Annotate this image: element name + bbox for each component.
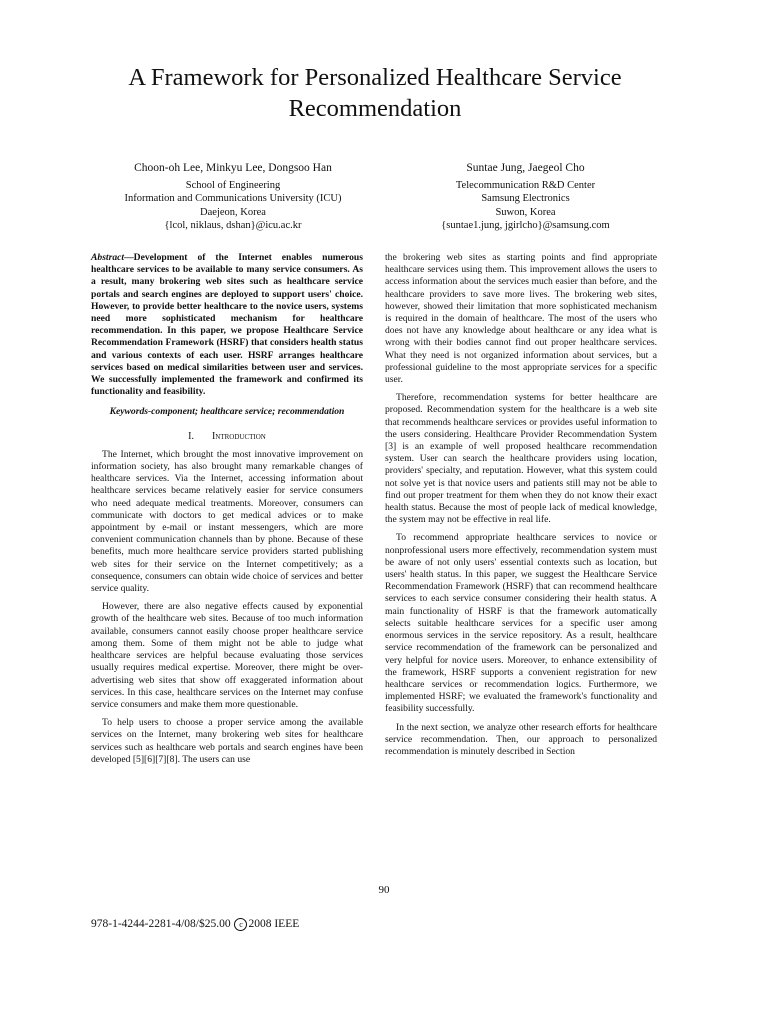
- body-paragraph: Therefore, recommendation systems for better healthcare are proposed. Recommendation system for the healthcare is a web site that recommends healthcare services or provides useful information to the users considering. Healthcare Provider Recommendation System [3] is an example of well proposed healthcare recommendation system. User can search the healthcare providers using location, providers' specialty, and reputation. However, what this system could not solve yet is that novice users and patients still may not be able to find out proper treatment for them when they do not know their exact health status. Because the most of people lack of medical knowledge, the system may not be effective in real life.: [385, 392, 657, 526]
- affiliation-line: Information and Communications University (ICU): [124, 193, 342, 204]
- affiliation-line: Suwon, Korea: [495, 206, 556, 218]
- affiliation-line: Daejeon, Korea: [200, 206, 266, 218]
- body-paragraph: The Internet, which brought the most innovative improvement on information society, has also brought many remarkable changes of healthcare services. Via the Internet, accessing information about healthcare services became relatively easier for service consumers who need adequate medical treatments. Moreover, consumers can communicate with doctors to get medical advices or to make appointment by e-mail or instant messengers, which are more convenient communication channels than by phone. Because of these benefits, much more healthcare service providers started publishing web sites for their service on the Internet competitively; as a consequence, consumers can obtain wide choice of services and better service quality.: [91, 448, 363, 595]
- section-heading: [91, 431, 363, 443]
- affiliation-line: School of Engineering: [185, 179, 281, 191]
- left-column: [91, 252, 363, 772]
- keywords: Keywords-component; healthcare service; recommendation: [109, 406, 345, 418]
- copyright-year: 2008 IEEE: [248, 918, 300, 931]
- author-block-2: [383, 162, 668, 233]
- affiliation-line: Telecommunication R&D Center: [455, 179, 596, 191]
- author-email: {suntae1.jung, jgirlcho}@samsung.com: [441, 220, 610, 231]
- paper-title: A Framework for Personalized Healthcare Service Recommendation: [128, 64, 622, 122]
- isbn-price: 978-1-4244-2281-4/08/$25.00: [91, 918, 234, 931]
- body-paragraph: In the next section, we analyze other research efforts for healthcare service recommendation. Then, our approach to personalized recommendation is minutely described in Section: [385, 721, 657, 757]
- page-number: 90: [378, 884, 390, 896]
- copyright-footer: [91, 918, 299, 931]
- author-names: Choon-oh Lee, Minkyu Lee, Dongsoo Han: [134, 162, 332, 174]
- body-paragraph: To recommend appropriate healthcare services to novice or nonprofessional users more effectively, recommendation system must be aware of not only users' essential contexts such as location, but users' health status. In this paper, we suggest the Healthcare Service Recommendation Framework (HSRF) that can recommend healthcare services to each service consumer considering their health status. A main functionality of HSRF is that the framework automatically selects suitable healthcare services for a specific user among enormous services in the service repository. As a result, healthcare service recommendation of the framework can be personalized and very helpful for novice users. Moreover, to enhance extensibility of the framework, HSRF supports a convenient registration for new healthcare services or recommendation logics. Furthermore, we implemented HSRF; we evaluated the framework's functionality and feasibility successfully.: [385, 532, 657, 715]
- author-email: {lcol, niklaus, dshan}@icu.ac.kr: [164, 220, 302, 231]
- right-column: [385, 252, 657, 764]
- body-paragraph: the brokering web sites as starting points and find appropriate healthcare services using them. This improvement allows the users to access information about the services much easier than before, and the healthcare providers to save more lives. The brokering web sites, however, showed their limitation that more sophisticated mechanism is required in the domain of healthcare. The most of the users who does not have any knowledge about healthcare or any idea what is wrong with their bodies cannot find out proper healthcare services. What they need is not organized information about services, but a professional guideline to the most appropriate services for a specific user.: [385, 252, 657, 386]
- copyright-icon: c: [234, 918, 247, 931]
- author-names: Suntae Jung, Jaegeol Cho: [466, 162, 585, 174]
- affiliation-line: Samsung Electronics: [481, 193, 570, 204]
- body-paragraph: To help users to choose a proper service among the available services on the Internet, many brokering web sites for healthcare services such as healthcare web portals and search engines have been developed [5][6][7][8]. The users can use: [91, 717, 363, 765]
- body-paragraph: However, there are also negative effects caused by exponential growth of the healthcare web sites. Because of too much information available, consumers cannot easily choose proper healthcare service among them. Some of them might not be able to judge what healthcare services are helpful because evaluating those services usually requires medical expertise. Moreover, there might be over-advertising web sites that show off exaggerated information about services. In this case, healthcare services on the Internet may confuse service consumers and make them more questionable.: [91, 601, 363, 710]
- abstract-text: —Development of the Internet enables numerous healthcare services to be available to many service consumers. As a result, many brokering web sites such as healthcare service portals and search engines are deployed to support users' choice. However, to provide better healthcare to the novice users, systems need more sophisticated mechanism for healthcare recommendation. In this paper, we propose Healthcare Service Recommendation Framework (HSRF) that considers health status and various contexts of each user. HSRF arranges healthcare services based on medical similarities between user and services. We successfully implemented the framework and confirmed its functionality and feasibility.: [91, 252, 363, 398]
- author-block-1: [92, 162, 374, 233]
- section-number: I.: [188, 430, 194, 442]
- abstract: [91, 252, 363, 398]
- abstract-label: Abstract: [91, 252, 125, 263]
- section-title: Introduction: [211, 430, 266, 442]
